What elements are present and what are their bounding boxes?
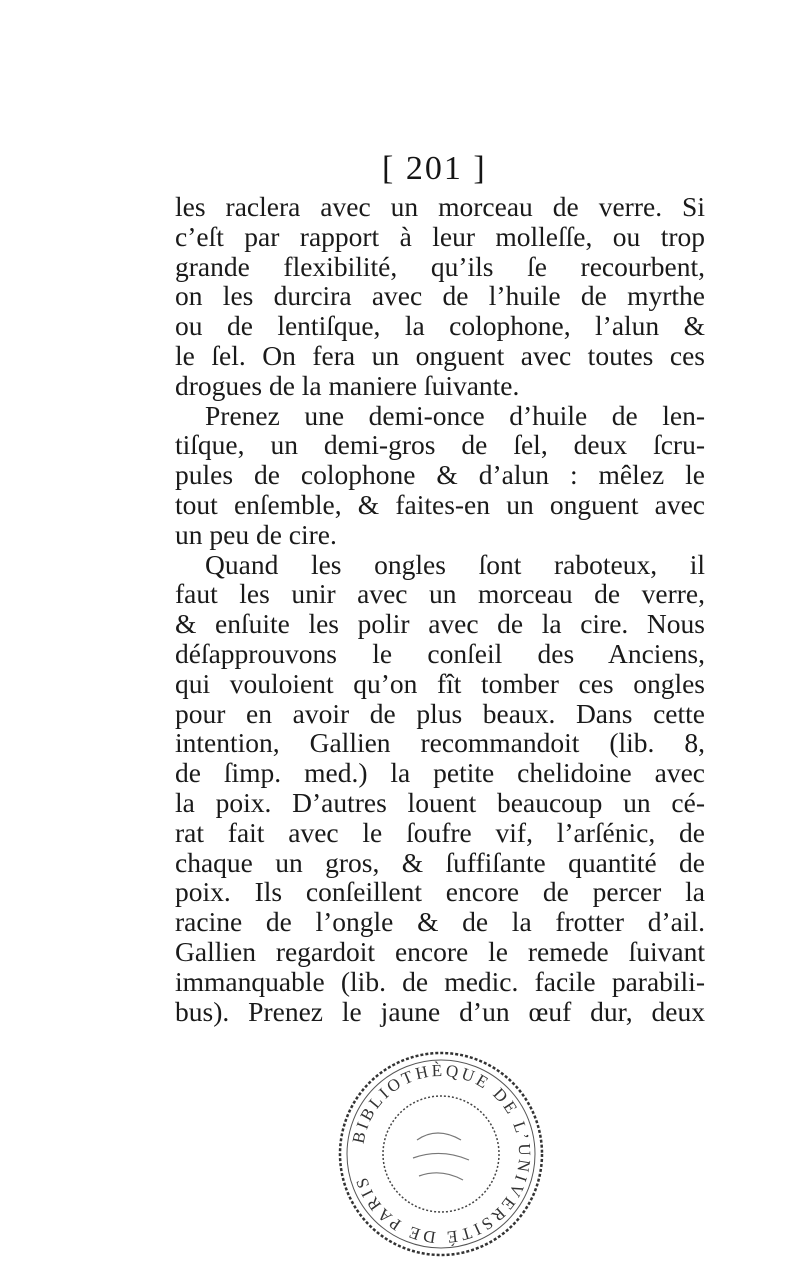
text-line: rat fait avec le ſoufre vif, l’arſénic, de bbox=[175, 816, 705, 848]
text-line: déſapprouvons le conſeil des Anciens, bbox=[175, 637, 705, 669]
text-line: faut les unir avec un morceau de verre, bbox=[175, 578, 705, 610]
text-line: de ſimp. med.) la petite chelidoine avec bbox=[175, 757, 705, 789]
text-line: bus). Prenez le jaune d’un œuf dur, deux bbox=[175, 995, 705, 1027]
text-line: pules de colophone & d’alun : mêlez le bbox=[175, 459, 705, 491]
text-line: tout enſemble, & faites-en un onguent avec bbox=[175, 488, 705, 520]
text-line: la poix. D’autres louent beaucoup un cé- bbox=[175, 786, 705, 818]
text-line: poix. Ils conſeillent encore de percer la bbox=[175, 876, 705, 908]
text-line: chaque un gros, & ſuffiſante quantité de bbox=[175, 846, 705, 878]
text-line: pour en avoir de plus beaux. Dans cette bbox=[175, 697, 705, 729]
text-line: un peu de cire. bbox=[175, 518, 337, 550]
text-line: les raclera avec un morceau de verre. Si bbox=[175, 191, 705, 222]
stamp-text: BIBLIOTHÈQUE DE L’UNIVERSITÉ DE PARIS bbox=[348, 1060, 535, 1248]
text-line: & enſuite les polir avec de la cire. Nous bbox=[175, 608, 705, 640]
page-number: [ 201 ] bbox=[382, 150, 487, 187]
text-line: Quand les ongles ſont raboteux, il bbox=[205, 548, 705, 580]
text-line: ou de lentiſque, la colophone, l’alun & bbox=[175, 310, 705, 342]
text-line: qui vouloient qu’on fît tomber ces ongles bbox=[175, 667, 705, 699]
text-line: immanquable (lib. de medic. facile parabili- bbox=[175, 965, 705, 997]
text-line: intention, Gallien recommandoit (lib. 8, bbox=[175, 727, 705, 759]
text-line: Prenez une demi-once d’huile de len- bbox=[205, 399, 705, 431]
text-line: drogues de la maniere ſuivante. bbox=[175, 369, 520, 401]
text-line: tiſque, un demi-gros de ſel, deux ſcru- bbox=[175, 429, 705, 461]
text-line: grande flexibilité, qu’ils ſe recourbent, bbox=[175, 250, 705, 282]
library-stamp bbox=[335, 1048, 547, 1260]
text-line: Gallien regardoit encore le remede ſuivant bbox=[175, 935, 705, 967]
text-line: le ſel. On fera un onguent avec toutes ces bbox=[175, 339, 705, 371]
body-text bbox=[175, 192, 705, 1026]
text-line: racine de l’ongle & de la frotter d’ail. bbox=[175, 906, 705, 938]
text-line: on les durcira avec de l’huile de myrthe bbox=[175, 280, 705, 312]
text-line: c’eſt par rapport à leur molleſſe, ou trop bbox=[175, 220, 705, 252]
